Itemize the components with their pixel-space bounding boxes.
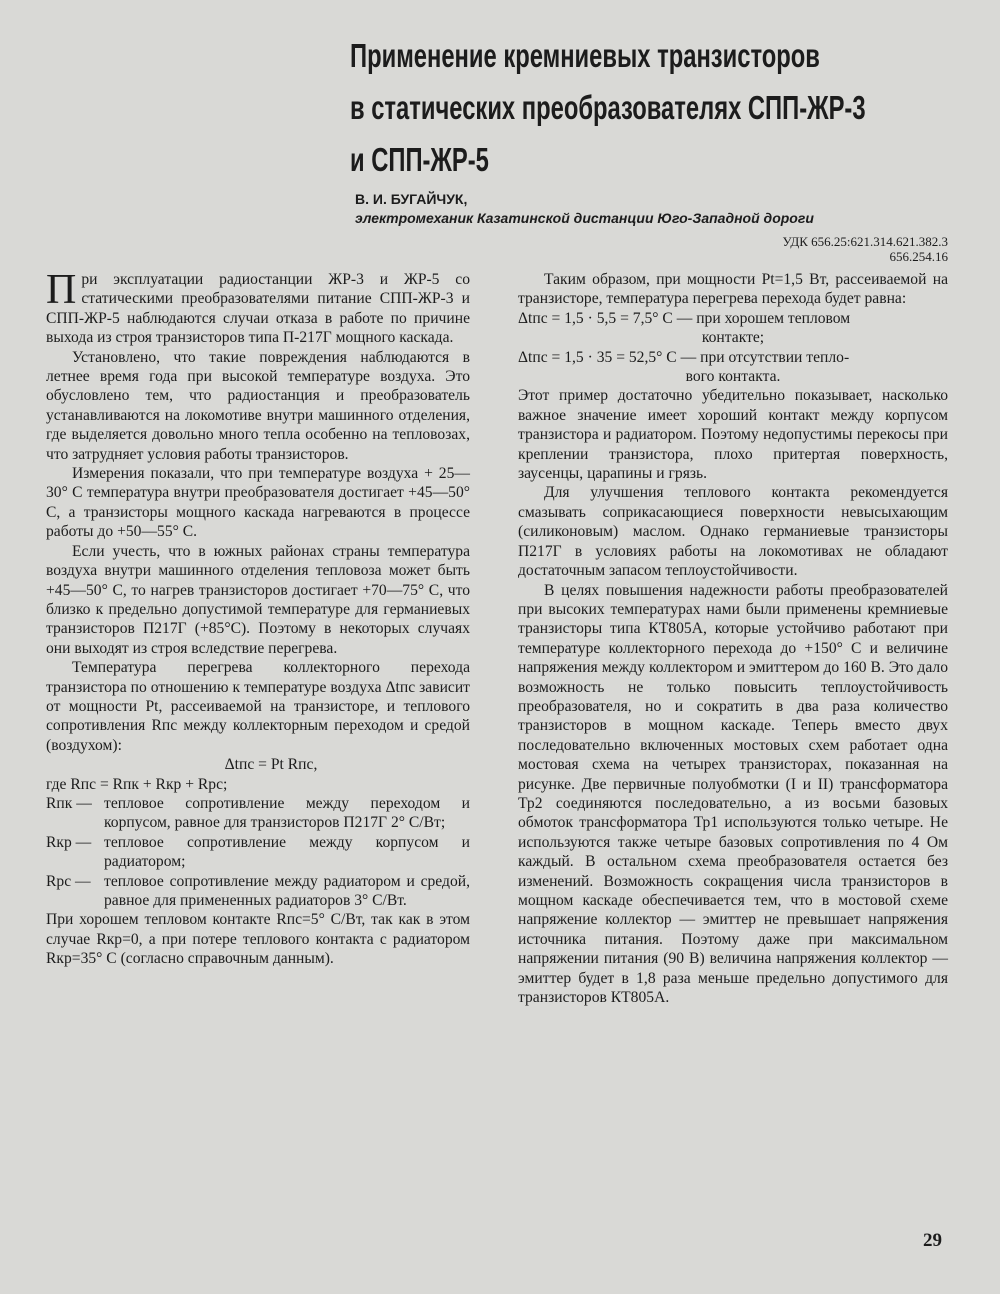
definition-row (46, 794, 470, 833)
definition-row (46, 872, 470, 911)
left-column (46, 267, 470, 969)
right-column (518, 270, 948, 1007)
definition-list (46, 794, 470, 910)
formula: Δtпс = Pt Rпс, (224, 756, 318, 774)
article-title (350, 30, 897, 186)
formula-where: где Rпс = Rпк + Rкр + Rрс; (46, 775, 228, 793)
equation-1-cont: контакте; (701, 329, 765, 347)
definition-text: тепловое сопротивление между переходом и корпусом, равное для транзисторов П217Г 2° С/Вт; (104, 794, 470, 832)
definition-term: Rкр — (46, 833, 92, 851)
paragraph-7: Таким образом, при мощности Pt=1,5 Вт, рассеиваемой на транзисторе, температура перегрева перехода будет равна: (518, 271, 948, 308)
paragraph-9: Для улучшения теплового контакта рекомендуется смазывать соприкасающиеся поверхности невысыхающим (силиконовым) маслом. Однако германиевые транзисторы П217Г в условиях работы на локомотивах не обладают достаточным запасом теплоустойчивости. (518, 484, 948, 580)
author-position: электромеханик Казатинской дистанции Юго-Западной дороги (355, 210, 814, 226)
paragraph-8: Этот пример достаточно убедительно показывает, насколько важное значение имеет хороший контакт между корпусом транзистора и радиатором. Поэтому недопустимы перекосы при креплении транзистора, плохо притертая поверхность, заусенцы, царапины и грязь. (518, 387, 948, 483)
title-line-2: в статических преобразователях СПП-ЖР-3 (350, 89, 866, 126)
paragraph-2: Установлено, что такие повреждения наблюдаются в летнее время года при высокой температуре воздуха. Это обусловлено тем, что радиостанция и преобразователь устанавливаются на локомотиве внутри машинного отделения, где выделяется довольно много тепла особенно на тепловозах, что затрудняет условия работы транзисторов. (46, 348, 470, 463)
udc-code (782, 234, 948, 264)
paragraph-5: Температура перегрева коллекторного перехода транзистора по отношению к температуре воздуха Δtпс зависит от мощности Pt, рассеиваемой на транзисторе, и теплового сопротивления Rпс между коллекторным переходом и средой (воздухом): (46, 659, 470, 754)
author-block (355, 190, 814, 228)
author-name: В. И. БУГАЙЧУК, (355, 191, 468, 207)
definition-text: тепловое сопротивление между корпусом и радиатором; (104, 833, 470, 871)
udc-line-1: УДК 656.25:621.314.621.382.3 (782, 234, 948, 249)
definition-term: Rпк — (46, 794, 92, 812)
definition-text: тепловое сопротивление между радиатором и средой, равное для примененных радиаторов 3° С/Вт. (104, 872, 470, 909)
paragraph-1-text: ри эксплуатации радиостанции ЖР-3 и ЖР-5 со статическими преобразователями питание СПП-ЖР-3 и СПП-ЖР-5 наблюдаются случаи отказа в работе по причине выхода из строя транзисторов типа П-217Г мощного каскада. (46, 271, 470, 347)
paragraph-6: При хорошем тепловом контакте Rпс=5° С/Вт, так как в этом случае Rкр=0, а при потере теплового контакта с радиатором Rкр=35° С (согласно справочным данным). (46, 911, 470, 968)
udc-line-2: 656.254.16 (889, 249, 948, 264)
page-number: 29 (923, 1230, 942, 1251)
drop-cap: П (46, 267, 77, 313)
title-line-3: и СПП-ЖР-5 (350, 141, 489, 178)
definition-row (46, 833, 470, 872)
paragraph-4: Если учесть, что в южных районах страны температура воздуха внутри машинного отделения тепловоза может быть +45—50° С, то нагрев транзисторов достигает +70—75° С, что близко к предельно допустимой температуре для германиевых транзисторов П217Г (+85°С). Поэтому в некоторых случаях они выходят из строя вследствие перегрева. (46, 542, 470, 657)
paragraph-3: Измерения показали, что при температуре воздуха + 25—30° С температура внутри преобразователя достигает +45—50° С, а транзисторы мощного каскада нагреваются в процессе работы до +50—55° С. (46, 465, 470, 541)
definition-term: Rрс — (46, 872, 91, 890)
equation-2: Δtпс = 1,5 · 35 = 52,5° С — при отсутствии тепло- (518, 348, 850, 366)
paragraph-10: В целях повышения надежности работы преобразователей при высоких температурах нами были применены кремниевые транзисторы типа КТ805А, которые устойчиво работают при температуре коллекторного перехода до +150° С и величине напряжения между коллектором и эмиттером до 160 В. Это дало возможность не только повысить теплоустойчивость преобразователя, но и сократить в два раза количество транзисторов в мощном каскаде. Теперь вместо двух последовательно включенных мостовых схем работает одна мостовая схема на четырех транзисторах, показанная на рисунке. Две первичные полуобмотки (I и II) трансформатора Тр2 соединяются последовательно, а из восьми базовых обмоток трансформатора Тр1 используются только четыре. Не используются также четыре базовых сопротивления по 4 Ом каждый. В остальном схема преобразователя остается без изменений. Возможность сокращения числа транзисторов в мощном каскаде обеспечивается тем, что в мостовой схеме напряжение коллектор — эмиттер не превышает напряжения источника питания. Поэтому даже при максимальном напряжении питания (90 В) величина напряжения коллектор — эмиттер будет в 1,8 раза меньше предельно допустимого для транзисторов КТ805А. (518, 581, 948, 1007)
equation-1: Δtпс = 1,5 · 5,5 = 7,5° С — при хорошем тепловом (518, 309, 851, 327)
title-line-1: Применение кремниевых транзисторов (350, 37, 820, 74)
equation-2-cont: вого контакта. (685, 368, 781, 386)
paragraph-1 (46, 267, 470, 348)
